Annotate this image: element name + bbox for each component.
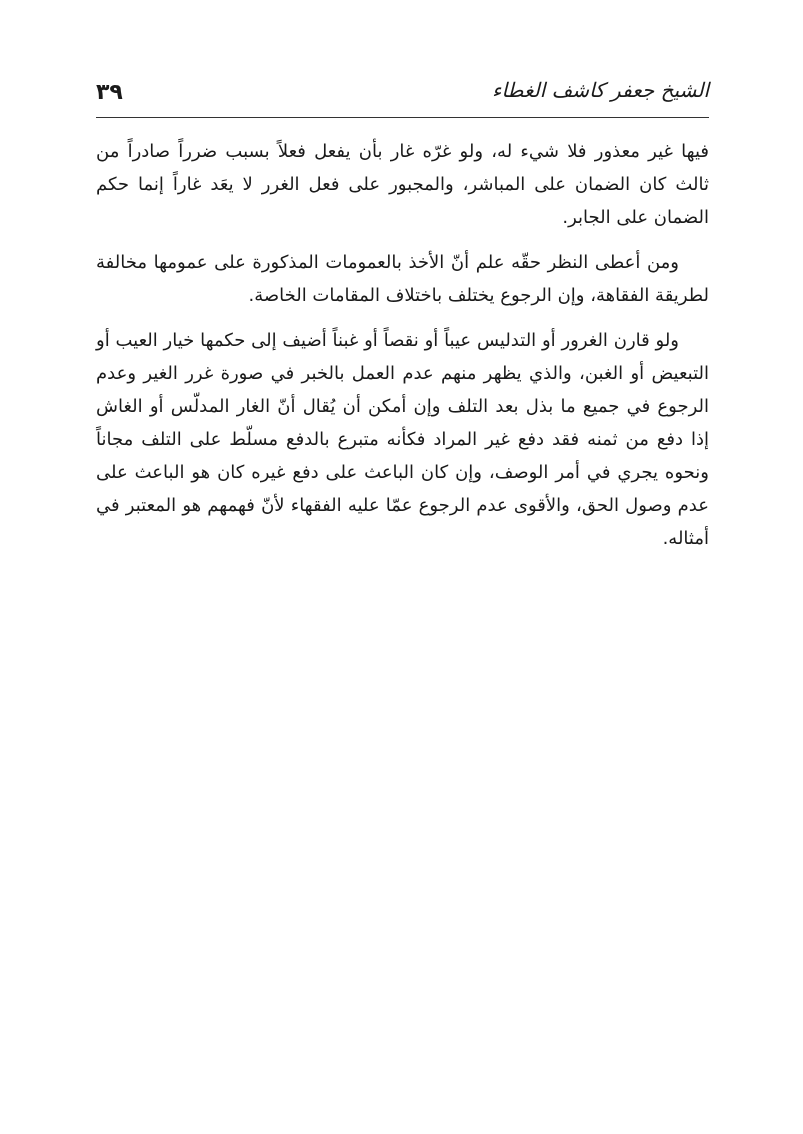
page-number: ٣٩ [96,80,123,105]
running-title: الشيخ جعفر كاشف الغطاء [492,78,709,102]
body-text [96,135,709,567]
paragraph-3: ولو قارن الغرور أو التدليس عيباً أو نقصاً أو غبناً أضيف إلى حكمها خيار العيب أو التبعيض أو الغبن، والذي يظهر منهم عدم العمل بالخبر في صورة غرر الغير وعدم الرجوع في جميع ما بذل بعد التلف وإن أمكن أن يُقال أنّ الغار المدلّس أو الغاش إذا دفع من ثمنه فقد دفع غير المراد فكأنه متبرع بالدفع مسلّط على التلف مجاناً ونحوه يجري في أمر الوصف، وإن كان الباعث على دفع غيره كان هو الباعث على عدم وصول الحق، والأقوى عدم الرجوع عمّا عليه الفقهاء لأنّ فهمهم هو المعتبر في أمثاله. [96,330,709,549]
header-divider [96,117,709,118]
paragraph-1: فيها غير معذور فلا شيء له، ولو غرّه غار بأن يفعل فعلاً بسبب ضرراً صادراً من ثالث كان الضمان على المباشر، والمجبور على فعل الغرر لا يعَد غاراً إنما حكم الضمان على الجابر. [96,141,709,228]
page-header [96,74,709,118]
paragraph-2: ومن أعطى النظر حقّه علم أنّ الأخذ بالعمومات المذكورة على عمومها مخالفة لطريقة الفقاهة، وإن الرجوع يختلف باختلاف المقامات الخاصة. [96,252,709,306]
